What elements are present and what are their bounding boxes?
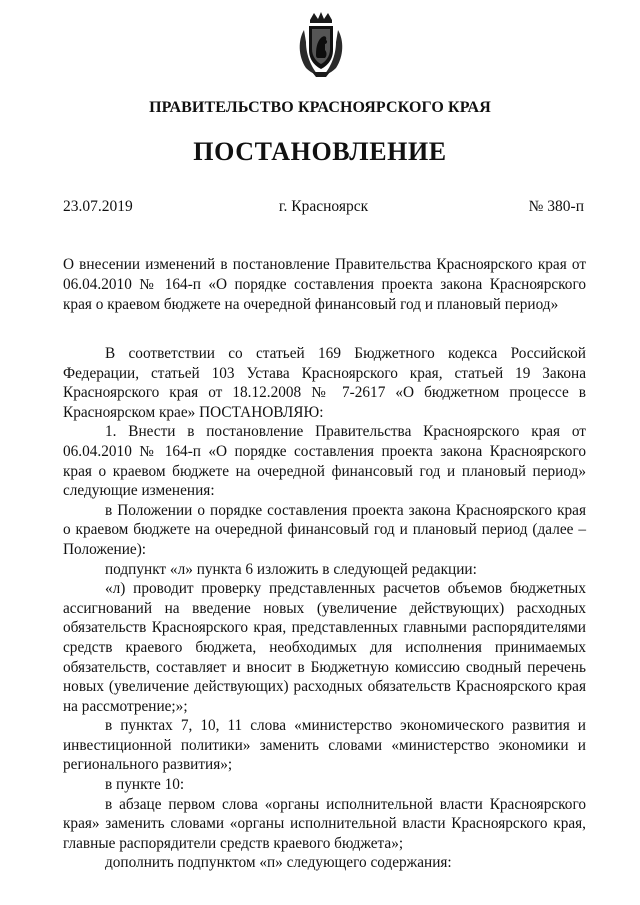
body-paragraph: «л) проводит проверку представленных расчетов объемов бюджетных ассигнований на введение новых (увеличение действующих) расходных обязательств Красноярского края, представленных главными распорядителями средств краевого бюджета, необходимых для исполнения принимаемых обязательств, составляет и вносит в Бюджетную комиссию сводный перечень новых (увеличение действующих) расходных обязательств Красноярского края на рассмотрение;»; <box>63 580 586 715</box>
coat-of-arms-icon <box>292 10 350 80</box>
document-number: № 380-п <box>528 198 584 215</box>
document-city: г. Красноярск <box>278 198 369 215</box>
body-paragraph: 1. Внести в постановление Правительства Красноярского края от 06.04.2010 № 164-п «О порядке составления проекта закона Красноярского края о краевом бюджете на очередной финансовый год и плановый период» следующие изменения: <box>63 423 586 500</box>
document-date: 23.07.2019 <box>63 198 133 215</box>
body-paragraph: В соответствии со статьей 169 Бюджетного кодекса Российской Федерации, статьей 103 Устава Красноярского края, статьей 19 Закона Красноярского края от 18.12.2008 № 7-2617 «О бюджетном процессе в Красноярском крае» ПОСТАНОВЛЯЮ: <box>63 345 586 421</box>
document-subject: О внесении изменений в постановление Правительства Красноярского края от 06.04.2010 № 164-п «О порядке составления проекта закона Красноярского края о краевом бюджете на очередной финансовый год и плановый период» <box>63 256 586 313</box>
body-paragraph: в Положении о порядке составления проекта закона Красноярского края о краевом бюджете на очередной финансовый год и плановый период (далее – Положение): <box>63 501 586 558</box>
body-paragraph: в пунктах 7, 10, 11 слова «министерство экономического развития и инвестиционной политики» заменить словами «министерство экономики и регионального развития»; <box>63 717 586 774</box>
body-paragraph: в пункте 10: <box>105 776 185 794</box>
body-paragraph: в абзаце первом слова «органы исполнительной власти Красноярского края» заменить словами «органы исполнительной власти Красноярского края, главные распорядители средств краевого бюджета»; <box>63 795 586 852</box>
document-meta-row <box>63 198 584 220</box>
organization-title: ПРАВИТЕЛЬСТВО КРАСНОЯРСКОГО КРАЯ <box>149 99 491 116</box>
document-type-title: ПОСТАНОВЛЕНИЕ <box>193 137 447 166</box>
document-body <box>63 344 586 873</box>
body-paragraph: подпункт «л» пункта 6 изложить в следующей редакции: <box>105 560 477 578</box>
body-paragraph: дополнить подпунктом «п» следующего содержания: <box>105 854 452 872</box>
